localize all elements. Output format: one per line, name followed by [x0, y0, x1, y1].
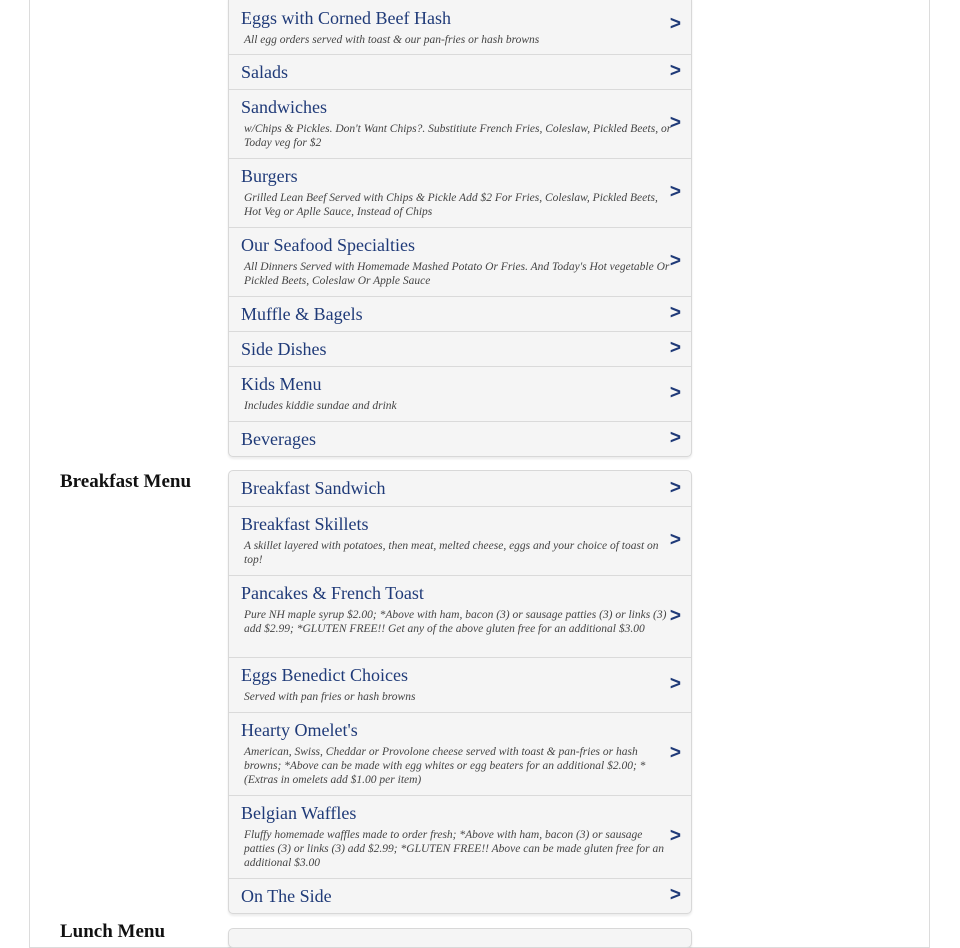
- chevron-right-icon: >: [669, 112, 681, 134]
- menu-item-beverages[interactable]: [229, 421, 691, 456]
- menu-group-lunch: [228, 928, 692, 948]
- section-title-breakfast: Breakfast Menu: [60, 471, 192, 492]
- menu-item-description: All egg orders served with toast & our pan-fries or hash browns: [244, 34, 540, 46]
- chevron-right-icon: >: [669, 60, 681, 82]
- menu-item-description: Pure NH maple syrup $2.00; *Above with ham, bacon (3) or sausage patties (3) or links (3) add $2.99; *GLUTEN FREE!! Get any of the above gluten free for an additional $3.00: [244, 609, 667, 635]
- menu-item-name: On The Side: [241, 886, 332, 906]
- menu-item-hearty-omelets[interactable]: [229, 712, 691, 795]
- chevron-right-icon: >: [669, 529, 681, 551]
- menu-group-breakfast: [228, 470, 692, 914]
- chevron-right-icon: >: [669, 181, 681, 203]
- menu-item-name: Sandwiches: [241, 97, 327, 117]
- chevron-right-icon: >: [669, 884, 681, 906]
- chevron-right-icon: >: [669, 605, 681, 627]
- menu-item-description: w/Chips & Pickles. Don't Want Chips?. Substitiute French Fries, Coleslaw, Pickled Beets, or Today veg for $2: [244, 123, 672, 149]
- menu-item-name: Pancakes & French Toast: [241, 583, 424, 603]
- menu-item-name: Side Dishes: [241, 339, 327, 359]
- menu-item-name: Kids Menu: [241, 374, 322, 394]
- menu-item-name: Our Seafood Specialties: [241, 235, 415, 255]
- menu-item-name: Breakfast Sandwich: [241, 478, 386, 498]
- section-title-lunch: Lunch Menu: [60, 921, 166, 942]
- menu-item-description: Grilled Lean Beef Served with Chips & Pickle Add $2 For Fries, Coleslaw, Pickled Beets, Hot Veg or Aplle Sauce, Instead of Chips: [244, 192, 658, 218]
- menu-item-breakfast-sandwich[interactable]: [229, 471, 691, 506]
- menu-item-name: Eggs with Corned Beef Hash: [241, 8, 451, 28]
- menu-item-name: Breakfast Skillets: [241, 514, 369, 534]
- menu-item-name: Burgers: [241, 166, 298, 186]
- chevron-right-icon: >: [669, 250, 681, 272]
- menu-item-description: All Dinners Served with Homemade Mashed Potato Or Fries. And Today's Hot vegetable Or Pickled Beets, Coleslaw Or Apple Sauce: [244, 261, 670, 287]
- menu-item-kids-menu[interactable]: [229, 366, 691, 421]
- menu-item-description: Includes kiddie sundae and drink: [244, 400, 397, 412]
- menu-item-burgers[interactable]: [229, 158, 691, 227]
- menu-item-salads[interactable]: [229, 54, 691, 89]
- menu-item-description: A skillet layered with potatoes, then meat, melted cheese, eggs and your choice of toast on top!: [244, 540, 659, 566]
- menu-item-description: Fluffy homemade waffles made to order fresh; *Above with ham, bacon (3) or sausage patties (3) or links (3) add $2.99; *GLUTEN FREE!! Above can be made gluten free for an additional $3.00: [244, 829, 664, 869]
- menu-item-seafood[interactable]: [229, 227, 691, 296]
- chevron-right-icon: >: [669, 337, 681, 359]
- menu-item-breakfast-skillets[interactable]: [229, 506, 691, 575]
- menu-item-name: Eggs Benedict Choices: [241, 665, 408, 685]
- menu-item-name: Belgian Waffles: [241, 803, 357, 823]
- chevron-right-icon: >: [669, 382, 681, 404]
- menu-item-on-the-side[interactable]: [229, 878, 691, 913]
- menu-item-name: Beverages: [241, 429, 316, 449]
- chevron-right-icon: >: [669, 825, 681, 847]
- chevron-right-icon: >: [669, 477, 681, 499]
- menu-item-description: Served with pan fries or hash browns: [244, 691, 416, 703]
- chevron-right-icon: >: [669, 13, 681, 35]
- menu-item-belgian-waffles[interactable]: [229, 795, 691, 878]
- menu-item-side-dishes[interactable]: [229, 331, 691, 366]
- menu-item-eggs-benedict[interactable]: [229, 657, 691, 712]
- chevron-right-icon: >: [669, 673, 681, 695]
- menu-item-eggs-corned-beef[interactable]: [229, 0, 691, 54]
- chevron-right-icon: >: [669, 742, 681, 764]
- menu-item-sandwiches[interactable]: [229, 89, 691, 158]
- chevron-right-icon: >: [669, 427, 681, 449]
- menu-group-dinner: [228, 0, 692, 457]
- menu-item-name: Muffle & Bagels: [241, 304, 363, 324]
- menu-item-description: American, Swiss, Cheddar or Provolone cheese served with toast & pan-fries or hash browns; *Above can be made with egg whites or egg beaters for an additional $2.00; * (Extras in omelets add $1.00 per item): [244, 746, 646, 786]
- menu-item-muffle-bagels[interactable]: [229, 296, 691, 331]
- menu-item-name: Hearty Omelet's: [241, 720, 358, 740]
- menu-item-pancakes-french-toast[interactable]: [229, 575, 691, 657]
- chevron-right-icon: >: [669, 302, 681, 324]
- menu-item-name: Salads: [241, 62, 288, 82]
